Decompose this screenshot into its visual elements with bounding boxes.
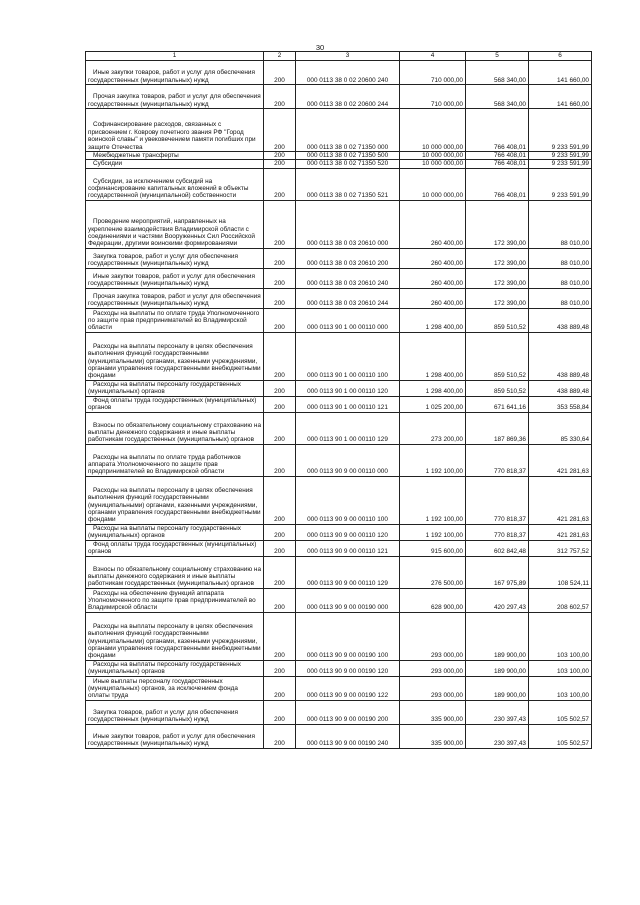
row-unexecuted-amount: 103 100,00: [529, 612, 592, 660]
row-admin-code: 200: [264, 152, 296, 160]
description-text: Расходы на выплаты персоналу государственных (муниципальных) органов: [88, 525, 241, 540]
row-admin-code: 200: [264, 540, 296, 556]
row-executed-amount: 189 900,00: [466, 612, 529, 660]
row-unexecuted-amount: 141 660,00: [529, 61, 592, 85]
description-text: Иные закупки товаров, работ и услуг для обеспечения государственных (муниципальных) нужд: [88, 733, 255, 748]
row-approved-amount: 710 000,00: [400, 85, 466, 109]
row-approved-amount: 710 000,00: [400, 61, 466, 85]
row-description: [86, 160, 264, 168]
column-header: 2: [264, 52, 296, 61]
row-admin-code: 200: [264, 612, 296, 660]
table-row: [86, 556, 592, 588]
row-approved-amount: 260 400,00: [400, 248, 466, 268]
row-unexecuted-amount: 141 660,00: [529, 85, 592, 109]
row-unexecuted-amount: 108 524,11: [529, 556, 592, 588]
row-executed-amount: 859 510,52: [466, 332, 529, 380]
row-admin-code: 200: [264, 109, 296, 152]
row-approved-amount: 293 000,00: [400, 612, 466, 660]
row-approved-amount: 1 298 400,00: [400, 308, 466, 332]
row-approved-amount: 260 400,00: [400, 288, 466, 308]
row-executed-amount: 420 297,43: [466, 588, 529, 612]
table-row: [86, 152, 592, 160]
description-text: Закупка товаров, работ и услуг для обеспечения государственных (муниципальных) нужд: [88, 709, 238, 724]
description-text: Расходы на выплаты по оплате труда Уполномоченного по защите прав предпринимателей во Владимирской области: [88, 309, 260, 332]
row-admin-code: 200: [264, 524, 296, 540]
table-row: [86, 200, 592, 248]
row-admin-code: 200: [264, 724, 296, 748]
table-row: [86, 476, 592, 524]
row-admin-code: 200: [264, 444, 296, 476]
row-budget-code: 000 0113 90 1 00 00110 000: [296, 308, 400, 332]
table-row: [86, 332, 592, 380]
row-unexecuted-amount: 103 100,00: [529, 676, 592, 700]
budget-execution-table: [85, 51, 592, 749]
row-executed-amount: 602 842,48: [466, 540, 529, 556]
row-approved-amount: 260 400,00: [400, 200, 466, 248]
row-budget-code: 000 0113 90 9 00 00190 120: [296, 660, 400, 676]
row-admin-code: 200: [264, 268, 296, 288]
row-unexecuted-amount: 85 330,64: [529, 412, 592, 444]
row-budget-code: 000 0113 90 9 00 00110 129: [296, 556, 400, 588]
description-text: Проведение мероприятий, направленных на укрепление взаимодействия Владимирской области с соединениями и частями Вооруженных Сил Российской Федерации, другими воинскими формированиями: [88, 218, 255, 248]
row-admin-code: 200: [264, 556, 296, 588]
row-executed-amount: 189 900,00: [466, 676, 529, 700]
row-description: [86, 588, 264, 612]
row-description: [86, 248, 264, 268]
table-row: [86, 109, 592, 152]
row-description: [86, 676, 264, 700]
row-approved-amount: 1 298 400,00: [400, 332, 466, 380]
row-description: [86, 288, 264, 308]
row-approved-amount: 628 900,00: [400, 588, 466, 612]
row-description: [86, 540, 264, 556]
table-row: [86, 540, 592, 556]
description-text: Взносы по обязательному социальному страхованию на выплаты денежного содержания и иные выплаты работникам государственных (муниципальных) органов: [88, 565, 262, 588]
row-budget-code: 000 0113 38 0 02 71350 520: [296, 160, 400, 168]
row-approved-amount: 10 000 000,00: [400, 168, 466, 200]
row-approved-amount: 276 500,00: [400, 556, 466, 588]
row-budget-code: 000 0113 90 1 00 00110 129: [296, 412, 400, 444]
row-description: [86, 61, 264, 85]
row-executed-amount: 766 408,01: [466, 168, 529, 200]
table-row: [86, 588, 592, 612]
row-unexecuted-amount: 421 281,63: [529, 524, 592, 540]
table-row: [86, 85, 592, 109]
row-budget-code: 000 0113 38 0 02 20600 240: [296, 61, 400, 85]
table-row: [86, 268, 592, 288]
row-budget-code: 000 0113 38 0 03 20610 200: [296, 248, 400, 268]
table-row: [86, 724, 592, 748]
row-approved-amount: 10 000 000,00: [400, 160, 466, 168]
row-unexecuted-amount: 105 502,57: [529, 724, 592, 748]
row-unexecuted-amount: 208 602,57: [529, 588, 592, 612]
column-header: 6: [529, 52, 592, 61]
row-admin-code: 200: [264, 676, 296, 700]
row-admin-code: 200: [264, 332, 296, 380]
description-text: Софинансирование расходов, связанных с присвоением г. Коврову почетного звания РФ "Город воинской славы" и увековечением памяти погибших при защите Отечества: [88, 121, 256, 151]
row-budget-code: 000 0113 90 9 00 00110 000: [296, 444, 400, 476]
row-description: [86, 444, 264, 476]
row-admin-code: 200: [264, 200, 296, 248]
table-row: [86, 248, 592, 268]
description-text: Расходы на выплаты персоналу государственных (муниципальных) органов: [88, 661, 241, 676]
row-executed-amount: 859 510,52: [466, 380, 529, 396]
description-text: Прочая закупка товаров, работ и услуг для обеспечения государственных (муниципальных) нужд: [88, 293, 261, 308]
row-budget-code: 000 0113 38 0 03 20610 244: [296, 288, 400, 308]
row-budget-code: 000 0113 90 1 00 00110 121: [296, 396, 400, 412]
table-row: [86, 308, 592, 332]
row-unexecuted-amount: 421 281,63: [529, 476, 592, 524]
row-unexecuted-amount: 88 010,00: [529, 268, 592, 288]
row-approved-amount: 273 200,00: [400, 412, 466, 444]
table-row: [86, 524, 592, 540]
description-text: Закупка товаров, работ и услуг для обеспечения государственных (муниципальных) нужд: [88, 253, 238, 268]
table-row: [86, 288, 592, 308]
row-description: [86, 612, 264, 660]
row-executed-amount: 172 390,00: [466, 200, 529, 248]
row-executed-amount: 172 390,00: [466, 288, 529, 308]
row-description: [86, 700, 264, 724]
row-budget-code: 000 0113 38 0 02 71350 000: [296, 109, 400, 152]
row-approved-amount: 260 400,00: [400, 268, 466, 288]
row-description: [86, 109, 264, 152]
row-executed-amount: 770 818,37: [466, 524, 529, 540]
row-executed-amount: 172 390,00: [466, 248, 529, 268]
row-description: [86, 660, 264, 676]
description-text: Иные выплаты персоналу государственных (муниципальных) органов, за исключением фонда оплаты труда: [88, 677, 238, 700]
row-executed-amount: 766 408,01: [466, 109, 529, 152]
column-header: 1: [86, 52, 264, 61]
row-description: [86, 200, 264, 248]
description-text: Взносы по обязательному социальному страхованию на выплаты денежного содержания и иные выплаты работникам государственных (муниципальных) органов: [88, 421, 262, 444]
row-budget-code: 000 0113 38 0 02 71350 521: [296, 168, 400, 200]
description-text: Расходы на выплаты персоналу в целях обеспечения выполнения функций государственными (муниципальными) органами, казенными учреждениями, органами управления государственными внебюджетными фондами: [88, 342, 261, 380]
row-approved-amount: 10 000 000,00: [400, 152, 466, 160]
description-text: Иные закупки товаров, работ и услуг для обеспечения государственных (муниципальных) нужд: [88, 273, 255, 288]
row-admin-code: 200: [264, 168, 296, 200]
page-number: 30: [315, 43, 325, 52]
row-approved-amount: 293 000,00: [400, 660, 466, 676]
row-approved-amount: 1 192 100,00: [400, 444, 466, 476]
row-budget-code: 000 0113 90 9 00 00190 122: [296, 676, 400, 700]
row-description: [86, 168, 264, 200]
row-executed-amount: 230 397,43: [466, 724, 529, 748]
row-unexecuted-amount: 9 233 591,99: [529, 168, 592, 200]
table-row: [86, 676, 592, 700]
row-description: [86, 396, 264, 412]
row-unexecuted-amount: 312 757,52: [529, 540, 592, 556]
row-description: [86, 152, 264, 160]
row-budget-code: 000 0113 38 0 03 20610 000: [296, 200, 400, 248]
description-text: Субсидии: [93, 160, 123, 168]
row-budget-code: 000 0113 38 0 02 20600 244: [296, 85, 400, 109]
table-row: [86, 61, 592, 85]
row-budget-code: 000 0113 90 9 00 00110 121: [296, 540, 400, 556]
description-text: Расходы на обеспечение функций аппарата Уполномоченного по защите прав предпринимателей во Владимирской области: [88, 589, 256, 612]
column-header: 3: [296, 52, 400, 61]
row-executed-amount: 568 340,00: [466, 61, 529, 85]
row-executed-amount: 859 510,52: [466, 308, 529, 332]
row-executed-amount: 187 869,36: [466, 412, 529, 444]
row-approved-amount: 1 298 400,00: [400, 380, 466, 396]
row-budget-code: 000 0113 38 0 03 20610 240: [296, 268, 400, 288]
row-budget-code: 000 0113 90 9 00 00190 240: [296, 724, 400, 748]
row-budget-code: 000 0113 90 9 00 00110 100: [296, 476, 400, 524]
row-admin-code: 200: [264, 700, 296, 724]
row-admin-code: 200: [264, 588, 296, 612]
table-body: [86, 61, 592, 749]
table-row: [86, 612, 592, 660]
row-unexecuted-amount: 9 233 591,99: [529, 160, 592, 168]
row-approved-amount: 293 000,00: [400, 676, 466, 700]
row-approved-amount: 10 000 000,00: [400, 109, 466, 152]
row-admin-code: 200: [264, 248, 296, 268]
row-admin-code: 200: [264, 61, 296, 85]
row-unexecuted-amount: 9 233 591,99: [529, 109, 592, 152]
row-admin-code: 200: [264, 412, 296, 444]
description-text: Расходы на выплаты по оплате труда работников аппарата Уполномоченного по защите прав предпринимателей во Владимирской области: [88, 453, 241, 476]
row-executed-amount: 189 900,00: [466, 660, 529, 676]
table-row: [86, 444, 592, 476]
row-executed-amount: 766 408,01: [466, 160, 529, 168]
row-approved-amount: 1 192 100,00: [400, 524, 466, 540]
row-admin-code: 200: [264, 396, 296, 412]
table-header-row: [86, 52, 592, 61]
description-text: Фонд оплаты труда государственных (муниципальных) органов: [88, 397, 257, 412]
description-text: Прочая закупка товаров, работ и услуг для обеспечения государственных (муниципальных) нужд: [88, 93, 261, 108]
row-description: [86, 524, 264, 540]
row-unexecuted-amount: 88 010,00: [529, 200, 592, 248]
description-text: Расходы на выплаты персоналу в целях обеспечения выполнения функций государственными (муниципальными) органами, казенными учреждениями, органами управления государственными внебюджетными фондами: [88, 486, 261, 524]
table-row: [86, 396, 592, 412]
row-executed-amount: 568 340,00: [466, 85, 529, 109]
row-admin-code: 200: [264, 160, 296, 168]
row-description: [86, 268, 264, 288]
row-approved-amount: 335 900,00: [400, 700, 466, 724]
row-description: [86, 380, 264, 396]
description-text: Межбюджетные трансферты: [93, 152, 179, 159]
row-unexecuted-amount: 421 281,63: [529, 444, 592, 476]
row-description: [86, 308, 264, 332]
description-text: Иные закупки товаров, работ и услуг для обеспечения государственных (муниципальных) нужд: [88, 69, 255, 84]
row-unexecuted-amount: 9 233 591,99: [529, 152, 592, 160]
row-executed-amount: 770 818,37: [466, 476, 529, 524]
column-header: 5: [466, 52, 529, 61]
table-row: [86, 380, 592, 396]
row-unexecuted-amount: 105 502,57: [529, 700, 592, 724]
row-admin-code: 200: [264, 85, 296, 109]
row-approved-amount: 1 192 100,00: [400, 476, 466, 524]
table-row: [86, 168, 592, 200]
row-admin-code: 200: [264, 476, 296, 524]
row-unexecuted-amount: 103 100,00: [529, 660, 592, 676]
row-executed-amount: 770 818,37: [466, 444, 529, 476]
row-budget-code: 000 0113 38 0 02 71350 500: [296, 152, 400, 160]
row-approved-amount: 1 025 200,00: [400, 396, 466, 412]
row-budget-code: 000 0113 90 1 00 00110 100: [296, 332, 400, 380]
description-text: Расходы на выплаты персоналу государственных (муниципальных) органов: [88, 381, 241, 396]
description-text: Фонд оплаты труда государственных (муниципальных) органов: [88, 541, 257, 556]
row-approved-amount: 335 900,00: [400, 724, 466, 748]
description-text: Расходы на выплаты персоналу в целях обеспечения выполнения функций государственными (муниципальными) органами, казенными учреждениями, органами управления государственными внебюджетными фондами: [88, 622, 261, 660]
row-approved-amount: 915 600,00: [400, 540, 466, 556]
column-header: 4: [400, 52, 466, 61]
row-unexecuted-amount: 353 558,84: [529, 396, 592, 412]
row-description: [86, 556, 264, 588]
row-unexecuted-amount: 88 010,00: [529, 288, 592, 308]
table-row: [86, 412, 592, 444]
row-unexecuted-amount: 438 889,48: [529, 332, 592, 380]
description-text: Субсидии, за исключением субсидий на софинансирование капитальных вложений в объекты государственной (муниципальной) собственности: [88, 177, 249, 200]
row-unexecuted-amount: 438 889,48: [529, 380, 592, 396]
table-row: [86, 660, 592, 676]
row-description: [86, 85, 264, 109]
row-admin-code: 200: [264, 660, 296, 676]
row-description: [86, 412, 264, 444]
row-unexecuted-amount: 438 889,48: [529, 308, 592, 332]
row-executed-amount: 671 641,16: [466, 396, 529, 412]
row-budget-code: 000 0113 90 9 00 00110 120: [296, 524, 400, 540]
table-row: [86, 700, 592, 724]
row-admin-code: 200: [264, 308, 296, 332]
row-budget-code: 000 0113 90 9 00 00190 200: [296, 700, 400, 724]
row-unexecuted-amount: 88 010,00: [529, 248, 592, 268]
row-description: [86, 476, 264, 524]
row-executed-amount: 230 397,43: [466, 700, 529, 724]
row-description: [86, 724, 264, 748]
row-budget-code: 000 0113 90 9 00 00190 100: [296, 612, 400, 660]
row-executed-amount: 167 975,89: [466, 556, 529, 588]
row-admin-code: 200: [264, 288, 296, 308]
row-executed-amount: 172 390,00: [466, 268, 529, 288]
row-budget-code: 000 0113 90 9 00 00190 000: [296, 588, 400, 612]
table-row: [86, 160, 592, 168]
row-budget-code: 000 0113 90 1 00 00110 120: [296, 380, 400, 396]
row-description: [86, 332, 264, 380]
row-executed-amount: 766 408,01: [466, 152, 529, 160]
row-admin-code: 200: [264, 380, 296, 396]
